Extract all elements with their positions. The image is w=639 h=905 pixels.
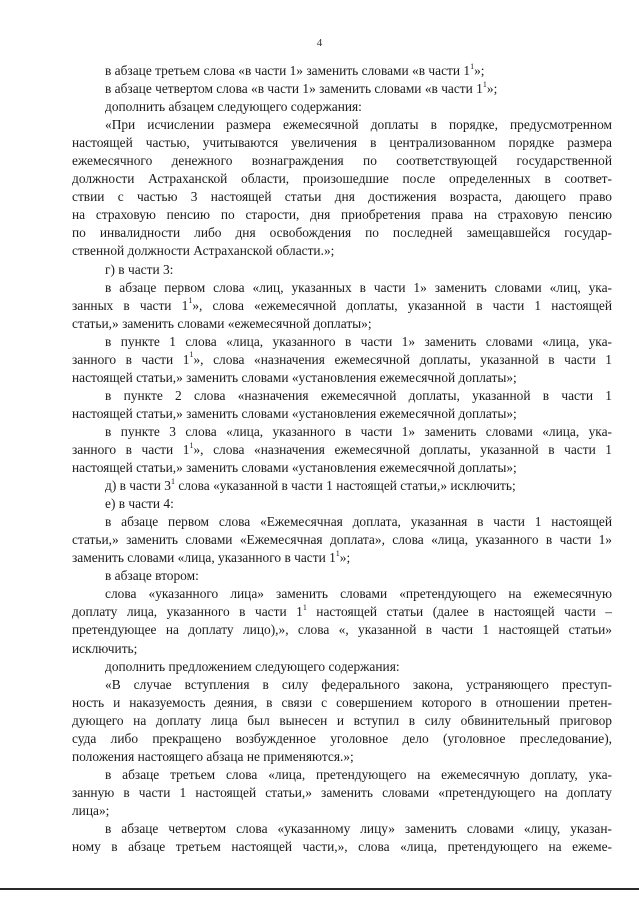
text-line	[72, 838, 612, 856]
text-line	[72, 297, 612, 315]
text-segment: «При исчислении размера ежемесячной доплаты в порядке, предусмотренном	[105, 117, 612, 133]
text-line	[72, 152, 612, 170]
superscript-index: 1	[482, 79, 487, 89]
text-line	[72, 585, 612, 603]
superscript-index: 1	[302, 603, 307, 612]
text-segment: в пункте 3 слова «лица, указанного в части 1» заменить словами «лица, ука-	[105, 423, 612, 439]
text-segment: положения настоящего абзаца не применяются.»;	[72, 748, 354, 764]
text-segment: настоящей статьи (далее в настоящей части –	[306, 604, 612, 620]
text-segment: в абзаце третьем слова «лица, претендующего на ежемесячную доплату, ука-	[105, 766, 612, 782]
text-segment: ность и наказуемость деяния, в связи с совершением которого в отношении претен-	[72, 694, 612, 710]
text-line	[72, 766, 612, 784]
text-segment: », слова «ежемесячной доплаты, указанной в части 1 настоящей	[192, 297, 612, 313]
text-segment: г) в части 3:	[105, 261, 174, 277]
text-line	[72, 80, 612, 98]
text-line	[72, 206, 612, 224]
text-line	[72, 261, 612, 279]
text-line	[72, 369, 612, 387]
text-segment: исключить;	[72, 640, 138, 656]
text-segment: дополнить предложением следующего содержания:	[105, 658, 400, 674]
text-segment: д) в части 3	[105, 478, 171, 494]
text-line	[72, 351, 612, 369]
text-segment: », слова «назначения ежемесячной доплаты, указанной в части 1	[193, 441, 612, 457]
text-segment: ежемесячного денежного вознаграждения по соответствующей государственной	[72, 153, 612, 169]
text-segment: слова «указанной в части 1 настоящей статьи,» исключить;	[174, 478, 516, 494]
text-segment: «В случае вступления в силу федерального закона, устраняющего преступ-	[105, 676, 612, 692]
text-line	[72, 495, 612, 513]
text-line	[72, 387, 612, 405]
text-line	[72, 513, 612, 531]
text-line	[72, 712, 612, 730]
text-line	[72, 621, 612, 639]
text-segment: слова «указанного лица» заменить словами «претендующего на ежемесячную	[105, 586, 612, 602]
text-segment: в пункте 1 слова «лица, указанного в части 1» заменить словами «лица, ука-	[105, 333, 612, 349]
text-segment: должности Астраханской области, произошедшие после определенных в соответ-	[72, 171, 612, 187]
text-segment: в абзаце третьем слова «в части 1» заменить словами «в части 1	[105, 63, 471, 78]
text-line	[72, 802, 612, 820]
text-segment: занного в части 1	[72, 351, 190, 367]
text-segment: дополнить абзацем следующего содержания:	[105, 99, 362, 115]
text-segment: настоящей статьи,» заменить словами «установления ежемесячной доплаты»;	[72, 369, 517, 385]
text-segment: в пункте 2 слова «назначения ежемесячной доплаты, указанной в части 1	[105, 387, 612, 403]
text-line	[72, 423, 612, 441]
text-segment: по инвалидности либо дня освобождения по последней замещавшейся государ-	[72, 225, 612, 241]
text-line	[72, 748, 612, 766]
text-line	[72, 640, 612, 658]
text-segment: заменить словами «лица, указанного в части 1	[72, 550, 336, 566]
superscript-index: 1	[170, 476, 175, 486]
text-segment: статьи,» заменить словами «ежемесячной доплаты»;	[72, 315, 372, 331]
text-segment: занного в части 1	[72, 441, 190, 457]
text-line	[72, 62, 612, 80]
text-line	[72, 730, 612, 748]
text-line	[72, 694, 612, 712]
text-line	[72, 315, 612, 333]
text-segment: занных в части 1	[72, 297, 189, 313]
text-line	[72, 531, 612, 549]
text-line	[72, 170, 612, 188]
text-segment: », слова «назначения ежемесячной доплаты, указанной в части 1	[193, 351, 612, 367]
text-segment: в абзаце первом слова «Ежемесячная доплата, указанная в части 1 настоящей	[105, 514, 612, 530]
superscript-index: 1	[188, 296, 193, 306]
text-segment: е) в части 4:	[105, 496, 174, 512]
text-segment: настоящей статьи,» заменить словами «установления ежемесячной доплаты»;	[72, 405, 517, 421]
text-segment: претендующее на доплату лицо),», слова «, указанной в части 1 настоящей статьи»	[72, 622, 612, 638]
text-line	[72, 820, 612, 838]
text-segment: ствии с частью 3 настоящей статьи дня достижения возраста, дающего право	[72, 189, 612, 205]
text-line	[72, 242, 612, 260]
text-segment: лица»;	[72, 802, 110, 818]
superscript-index: 1	[189, 440, 194, 450]
text-line	[72, 441, 612, 459]
text-line	[72, 279, 612, 297]
page-number: 4	[316, 37, 323, 49]
text-line	[72, 459, 612, 477]
text-line	[72, 405, 612, 423]
text-segment: настоящей частью, учитываются увеличения в централизованном порядке размера	[72, 135, 612, 151]
text-line	[72, 134, 612, 152]
text-segment: настоящей статьи,» заменить словами «установления ежемесячной доплаты»;	[72, 460, 517, 476]
text-segment: в абзаце четвертом слова «указанному лицу» заменить словами «лицу, указан-	[105, 820, 612, 836]
text-segment: в абзаце втором:	[105, 568, 199, 584]
text-segment: »;	[486, 81, 498, 97]
text-segment: »;	[339, 550, 351, 566]
text-segment: »;	[474, 63, 485, 78]
text-segment: дующего на доплату лица был вынесен и вступил в силу обвинительный приговор	[72, 712, 612, 728]
scan-bottom-margin	[0, 890, 639, 905]
text-line	[72, 567, 612, 585]
text-line	[72, 658, 612, 676]
text-segment: статьи,» заменить словами «Ежемесячная доплата», слова «лица, указанного в части 1»	[72, 532, 612, 548]
text-segment: в абзаце четвертом слова «в части 1» заменить словами «в части 1	[105, 81, 483, 97]
text-line	[72, 98, 612, 116]
text-line	[72, 333, 612, 351]
text-segment: доплату лица, указанного в части 1	[72, 604, 303, 620]
text-line	[72, 188, 612, 206]
superscript-index: 1	[470, 61, 475, 71]
text-segment: занную в части 1 настоящей статьи,» заменить словами «претендующего на доплату	[72, 784, 612, 800]
text-line	[72, 676, 612, 694]
text-segment: ному в абзаце третьем настоящей части,», слова «лица, претендующего на ежеме-	[72, 839, 612, 855]
text-line	[72, 224, 612, 242]
text-line	[72, 549, 612, 567]
text-line	[72, 477, 612, 495]
text-segment: в абзаце первом слова «лиц, указанных в части 1» заменить словами «лиц, ука-	[105, 279, 612, 295]
text-line	[72, 603, 612, 621]
text-line	[72, 116, 612, 134]
text-segment: суда либо прекращено возбужденное уголовное дело (уголовное преследование),	[72, 730, 612, 746]
text-line	[72, 784, 612, 802]
superscript-index: 1	[335, 548, 340, 558]
text-segment: ственной должности Астраханской области.»;	[72, 243, 335, 259]
document-body	[72, 62, 612, 856]
superscript-index: 1	[189, 350, 194, 360]
text-segment: на страховую пенсию по старости, дня приобретения права на страховую пенсию	[72, 207, 612, 223]
